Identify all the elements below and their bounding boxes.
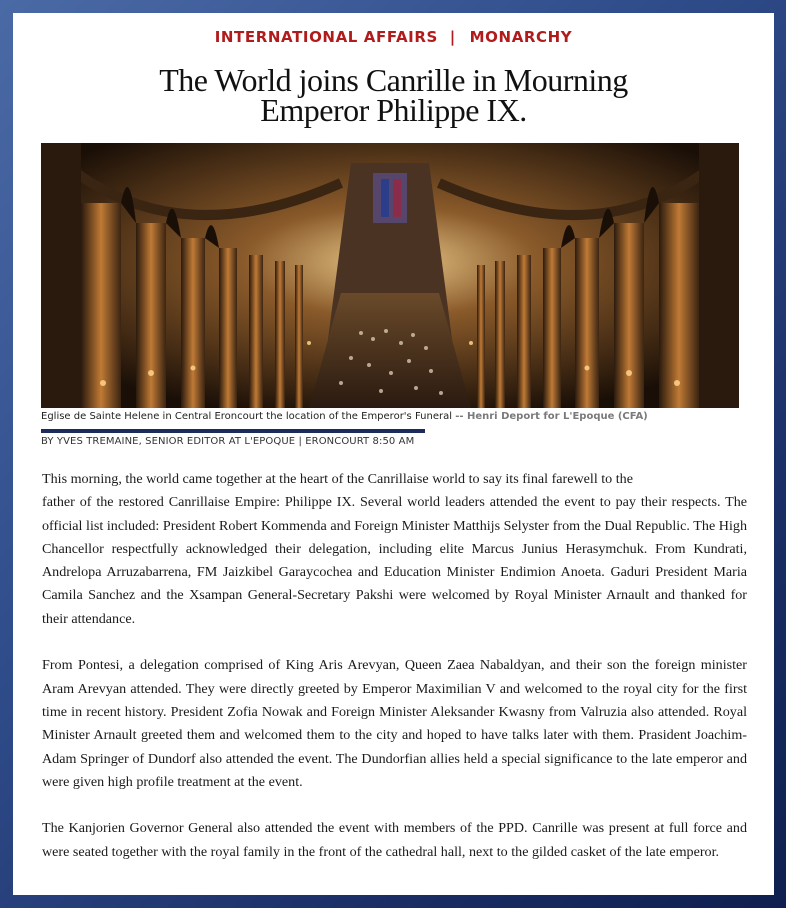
category-label[interactable]: MONARCHY [469,28,573,46]
caption-text: Eglise de Sainte Helene in Central Eroncourt the location of the Emperor's Funeral [41,411,452,422]
headline-line-1: The World joins Canrille in Mourning [159,62,628,98]
headline-line-2: Emperor Philippe IX. [260,92,527,128]
photo-caption [41,411,751,422]
byline: BY YVES TREMAINE, SENIOR EDITOR AT L'EPOQUE | ERONCOURT 8:50 AM [41,436,415,447]
kicker-separator: | [449,28,456,46]
paragraph-1-line-1: This morning, the world came together at the heart of the Canrillaise world to say its final farewell to the [42,471,633,487]
paragraph-2: From Pontesi, a delegation comprised of King Aris Arevyan, Queen Zaea Nabaldyan, and their son the foreign minister Aram Arevyan attended. They were directly greeted by Emperor Maximilian V and welcomed to the royal city for the first time in recent history. President Zofia Nowak and Foreign Minister Aleksander Kwasny from Valruzia also attended. Royal Minister Arnault greeted them and welcomed them to the city and hoped to have talks later with them. Prasident Joachim-Adam Springer of Dundorf also attended the event. The Dundorfian allies held a special significance to the late emperor and were given high profile treatment at the event. [42,657,747,790]
paragraph-1-rest: father of the restored Canrillaise Empire: Philippe IX. Several world leaders attended the event to pay their respects. The official list included: President Robert Kommenda and Foreign Minister Matthijs Selyster from the Dual Republic. The High Chancellor respectfully acknowledged their delegation, including elite Marcus Junius Herasymchuk. From Kundrati, Andrelopa Arruzabarrena, FM Jaizkibel Garaycochea and Education Minister Endimion Anoeta. Gaduri President Maria Camila Sanchez and the Xsampan General-Secretary Pakshi were welcomed by Royal Minister Arnault and thanked for their attendance. [42,494,747,627]
paragraph-1 [42,468,747,631]
section-kicker [13,28,774,46]
byline-rule [41,429,425,433]
photo-credit: -- Henri Deport for L'Epoque (CFA) [455,411,648,422]
paragraph-3: The Kanjorien Governor General also attended the event with members of the PPD. Canrille was present at full force and were seated together with the royal family in the front of the cathedral hall, next to the gilded casket of the late emperor. [42,820,747,860]
article-headline [73,62,714,128]
article-page [13,13,774,895]
section-label[interactable]: INTERNATIONAL AFFAIRS [214,28,438,46]
article-body [42,468,747,887]
cathedral-photo [41,143,739,408]
